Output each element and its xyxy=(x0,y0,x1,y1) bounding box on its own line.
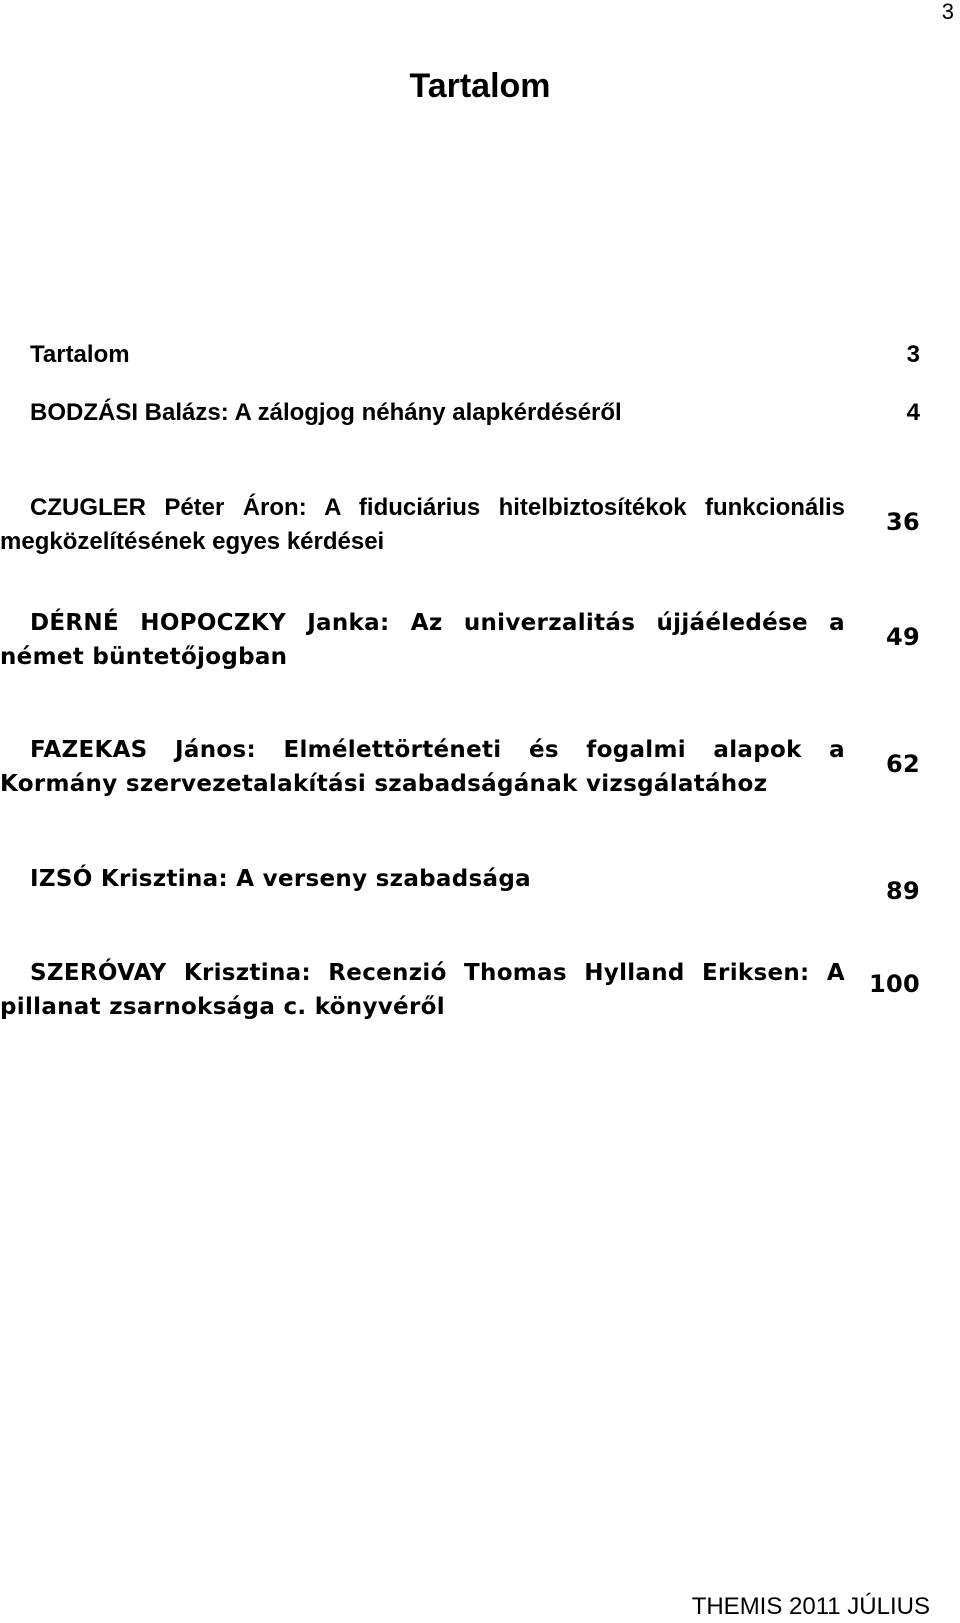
page-number: 3 xyxy=(941,0,954,24)
toc-entry-page: 49 xyxy=(886,623,920,651)
toc-entry-title: FAZEKAS János: Elmélettörténeti és fogalmi alapok a Kormány szervezetalakítási szabadságának vizsgálatához xyxy=(0,737,845,797)
toc-entry-title: Tartalom xyxy=(30,341,130,368)
toc-entry-page: 3 xyxy=(906,341,920,368)
toc-entry-title: SZERÓVAY Krisztina: Recenzió Thomas Hylland Eriksen: A pillanat zsarnoksága c. könyvéről xyxy=(0,960,845,1020)
toc-entry-title: IZSÓ Krisztina: A verseny szabadsága xyxy=(30,866,531,892)
footer-journal-issue: THEMIS 2011 JÚLIUS xyxy=(691,1593,930,1620)
toc-entry-page: 89 xyxy=(886,877,920,905)
toc-entry-page: 4 xyxy=(906,399,920,426)
page-title: Tartalom xyxy=(409,67,551,105)
toc-entry-title: DÉRNÉ HOPOCZKY Janka: Az univerzalitás újjáéledése a német büntetőjogban xyxy=(0,610,845,670)
toc-entry-title: BODZÁSI Balázs: A zálogjog néhány alapkérdéséről xyxy=(30,399,622,426)
toc-entry-title: CZUGLER Péter Áron: A fiduciárius hitelbiztosítékok funkcionális megközelítésének egyes kérdései xyxy=(0,494,845,555)
toc-entry-page: 62 xyxy=(886,750,920,778)
toc-entry-page: 36 xyxy=(886,508,920,536)
toc-entry-page: 100 xyxy=(869,970,920,998)
